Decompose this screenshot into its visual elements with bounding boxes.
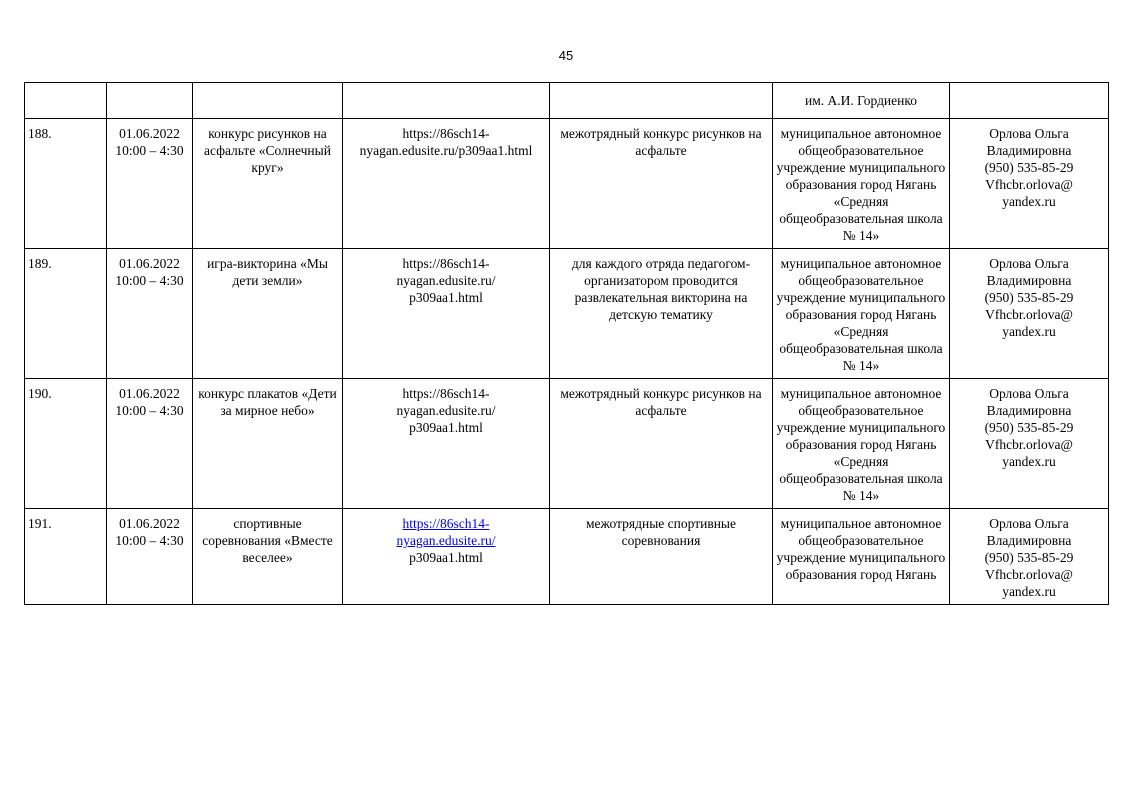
contact-line: Орлова Ольга (989, 516, 1069, 531)
cell-datetime (107, 119, 193, 249)
event-url-link[interactable]: nyagan.edusite.ru/ (396, 533, 496, 548)
event-time: 10:00 – 4:30 (115, 273, 184, 288)
row-number: 191. (28, 516, 52, 531)
cell-description (550, 379, 773, 509)
event-time: 10:00 – 4:30 (115, 403, 184, 418)
event-description: межотрядный конкурс рисунков на асфальте (560, 126, 762, 158)
row-number: 190. (28, 386, 52, 401)
event-time: 10:00 – 4:30 (115, 143, 184, 158)
event-url: nyagan.edusite.ru/p309aa1.html (359, 143, 533, 158)
event-description: межотрядные спортивные соревнования (586, 516, 736, 548)
event-title: спортивные соревнования «Вместе веселее» (202, 516, 333, 565)
contact-line: (950) 535-85-29 (984, 420, 1074, 435)
cell-num (25, 509, 107, 605)
cell-description (550, 249, 773, 379)
event-url-link[interactable]: https://86sch14- (402, 516, 490, 531)
cell-contact (950, 379, 1109, 509)
cell-title (193, 379, 343, 509)
contact-line: (950) 535-85-29 (984, 550, 1074, 565)
row-number: 188. (28, 126, 52, 141)
cell-title (193, 119, 343, 249)
organizer-name: муниципальное автономное общеобразовательное учреждение муниципального образования город Нягань «Средняя общеобразовательная школа № 14» (776, 126, 946, 243)
event-date: 01.06.2022 (119, 256, 180, 271)
row-number: 189. (28, 256, 52, 271)
cell-num (25, 83, 107, 119)
cell-organization (773, 249, 950, 379)
events-table (24, 82, 1109, 605)
table-row (25, 509, 1109, 605)
contact-line: Владимировна (986, 533, 1072, 548)
event-url: nyagan.edusite.ru/ (396, 273, 496, 288)
event-url: https://86sch14- (402, 256, 490, 271)
contact-line: Vfhcbr.orlova@ (985, 437, 1073, 452)
contact-line: Vfhcbr.orlova@ (985, 177, 1073, 192)
cell-organization (773, 509, 950, 605)
cell-url (343, 509, 550, 605)
contact-line: Vfhcbr.orlova@ (985, 307, 1073, 322)
contact-line: yandex.ru (1002, 584, 1056, 599)
cell-contact (950, 509, 1109, 605)
contact-line: Орлова Ольга (989, 126, 1069, 141)
cell-url (343, 119, 550, 249)
cell-datetime (107, 379, 193, 509)
event-title: конкурс рисунков на асфальте «Солнечный круг» (204, 126, 331, 175)
cell-datetime (107, 249, 193, 379)
contact-line: Владимировна (986, 143, 1072, 158)
table-row (25, 119, 1109, 249)
cell-contact (950, 83, 1109, 119)
cell-description (550, 119, 773, 249)
table-row (25, 249, 1109, 379)
event-title: игра-викторина «Мы дети земли» (207, 256, 328, 288)
page-number: 45 (558, 48, 574, 63)
table-row (25, 379, 1109, 509)
event-date: 01.06.2022 (119, 516, 180, 531)
event-time: 10:00 – 4:30 (115, 533, 184, 548)
cell-title (193, 249, 343, 379)
organizer-name: муниципальное автономное общеобразовательное учреждение муниципального образования город Нягань «Средняя общеобразовательная школа № 14» (776, 386, 946, 503)
event-url: p309aa1.html (409, 420, 483, 435)
cell-organization (773, 119, 950, 249)
cell-description (550, 83, 773, 119)
cell-datetime (107, 83, 193, 119)
contact-line: Орлова Ольга (989, 256, 1069, 271)
organizer-name: муниципальное автономное общеобразовательное учреждение муниципального образования город Нягань «Средняя общеобразовательная школа № 14» (776, 256, 946, 373)
event-url: p309aa1.html (409, 290, 483, 305)
event-url: https://86sch14- (402, 126, 490, 141)
contact-line: (950) 535-85-29 (984, 290, 1074, 305)
cell-url (343, 249, 550, 379)
cell-num (25, 119, 107, 249)
cell-num (25, 379, 107, 509)
contact-line: Владимировна (986, 273, 1072, 288)
cell-num (25, 249, 107, 379)
cell-organization (773, 379, 950, 509)
cell-datetime (107, 509, 193, 605)
cell-url (343, 379, 550, 509)
cell-organization: им. А.И. Гордиенко (773, 83, 950, 119)
cell-contact (950, 119, 1109, 249)
event-url: https://86sch14- (402, 386, 490, 401)
cell-url (343, 83, 550, 119)
organizer-name: муниципальное автономное общеобразовательное учреждение муниципального образования город Нягань (776, 516, 946, 582)
cell-description (550, 509, 773, 605)
contact-line: (950) 535-85-29 (984, 160, 1074, 175)
cell-title (193, 509, 343, 605)
contact-line: yandex.ru (1002, 324, 1056, 339)
event-title: конкурс плакатов «Дети за мирное небо» (198, 386, 337, 418)
cell-contact (950, 249, 1109, 379)
continuation-row (25, 83, 1109, 119)
contact-line: yandex.ru (1002, 194, 1056, 209)
event-date: 01.06.2022 (119, 126, 180, 141)
event-url: nyagan.edusite.ru/ (396, 403, 496, 418)
event-date: 01.06.2022 (119, 386, 180, 401)
cell-title (193, 83, 343, 119)
contact-line: yandex.ru (1002, 454, 1056, 469)
event-description: межотрядный конкурс рисунков на асфальте (560, 386, 762, 418)
contact-line: Орлова Ольга (989, 386, 1069, 401)
event-description: для каждого отряда педагогом-организатором проводится развлекательная викторина на детскую тематику (571, 256, 751, 322)
event-url: p309aa1.html (409, 550, 483, 565)
contact-line: Vfhcbr.orlova@ (985, 567, 1073, 582)
contact-line: Владимировна (986, 403, 1072, 418)
